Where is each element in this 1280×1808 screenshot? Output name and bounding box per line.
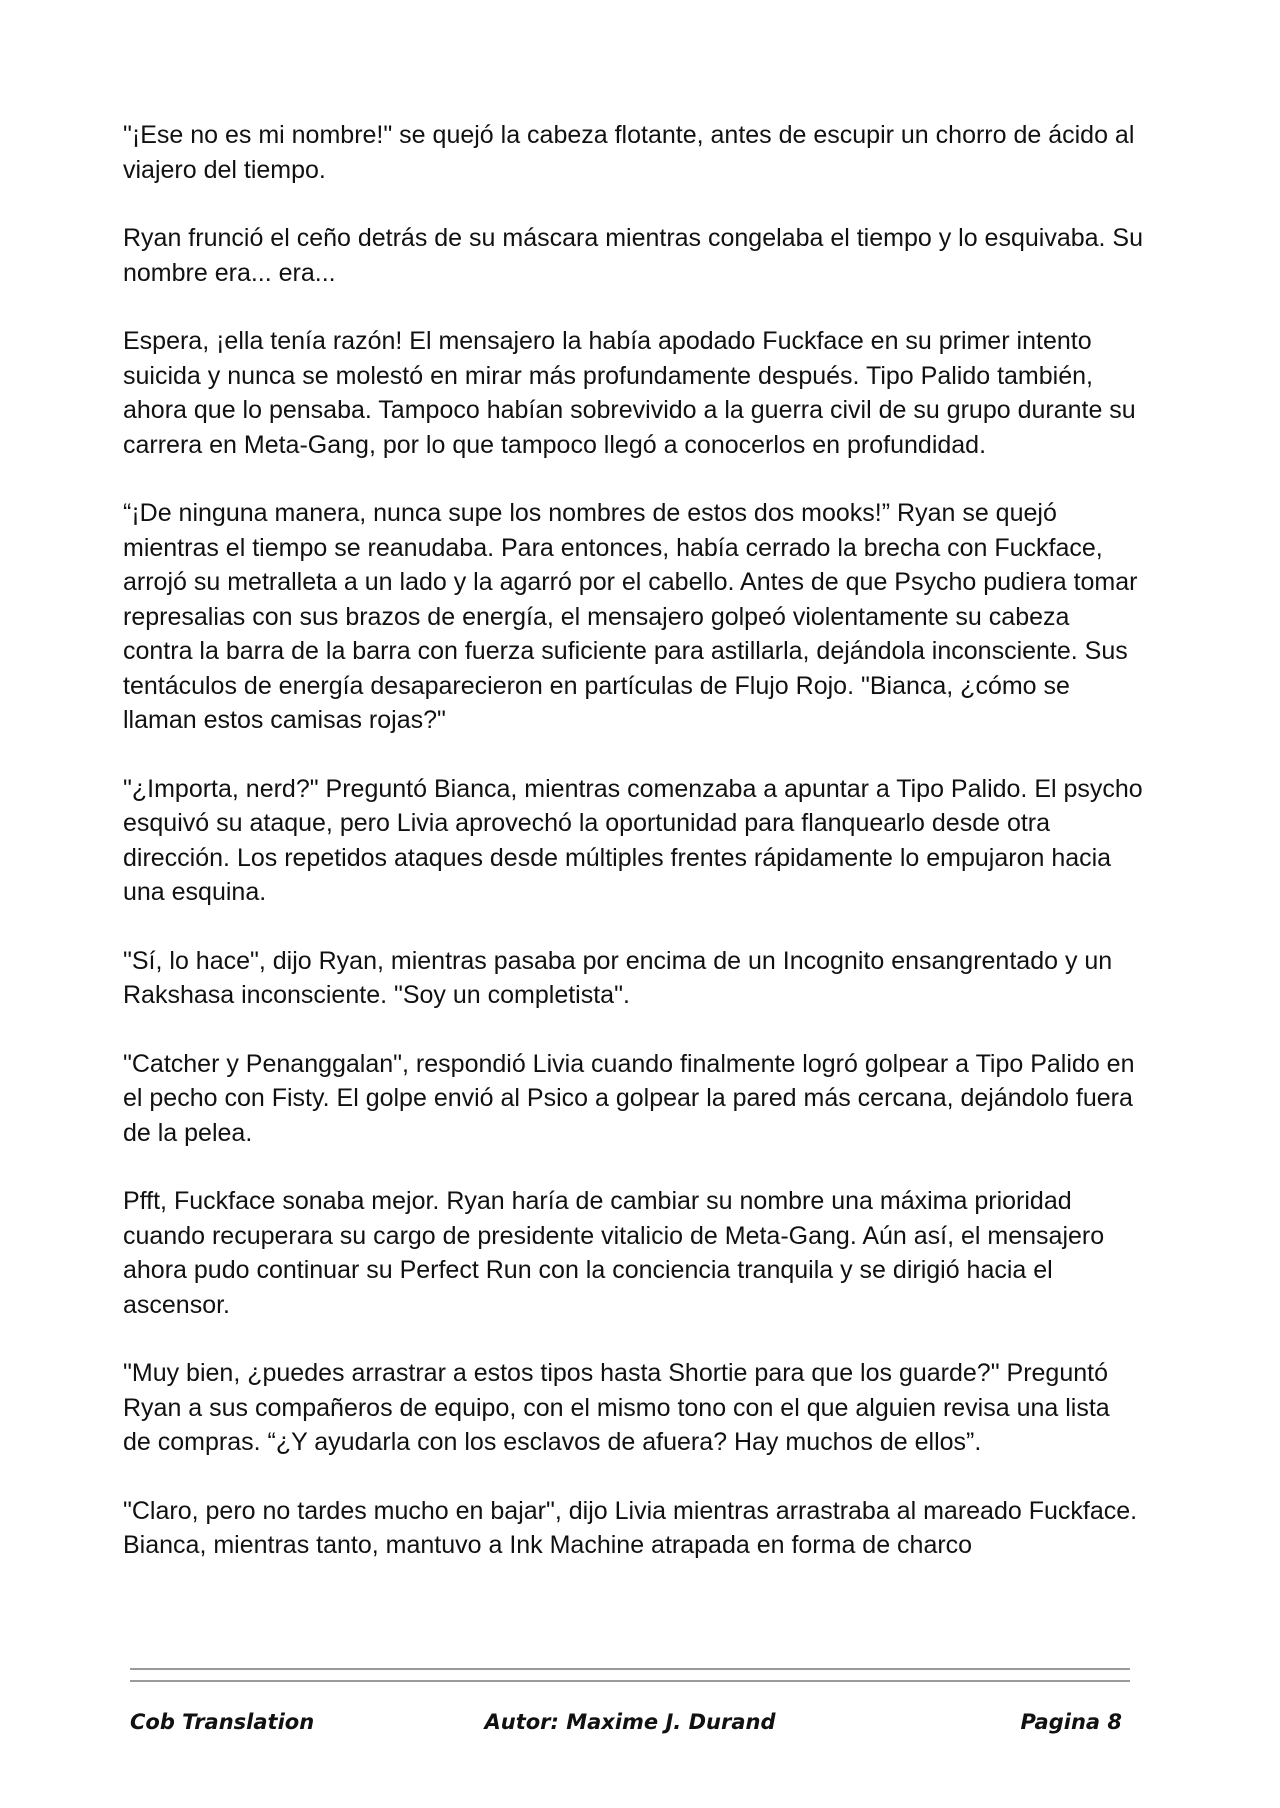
paragraph-7: "Catcher y Penanggalan", respondió Livia cuando finalmente logró golpear a Tipo Palido en el pecho con Fisty. El golpe envió al Psico a golpear la pared más cercana, dejándolo fuera de la pelea. [123,1049,1135,1147]
footer-page-number: Pagina 8 [1020,1710,1122,1734]
footer-translator: Cob Translation [130,1710,315,1734]
paragraph-6: "Sí, lo hace", dijo Ryan, mientras pasaba por encima de un Incognito ensangrentado y un Rakshasa inconsciente. "Soy un completista". [123,946,1113,1009]
paragraph-10: "Claro, pero no tardes mucho en bajar", dijo Livia mientras arrastraba al mareado Fuckface. Bianca, mientras tanto, mantuvo a Ink Machine atrapada en forma de charco [123,1496,1138,1559]
paragraph-3: Espera, ¡ella tenía razón! El mensajero la había apodado Fuckface en su primer intento suicida y nunca se molestó en mirar más profundamente después. Tipo Palido también, ahora que lo pensaba. Tampoco habían sobrevivido a la guerra civil de su grupo durante su carrera en Meta-Gang, por lo que tampoco llegó a conocerlos en profundidad. [123,327,1136,459]
paragraph-9: "Muy bien, ¿puedes arrastrar a estos tipos hasta Shortie para que los guarde?" Preguntó Ryan a sus compañeros de equipo, con el mismo tono con el que alguien revisa una lista de compras. “¿Y ayudarla con los esclavos de afuera? Hay muchos de ellos”. [123,1359,1110,1456]
footer-divider-bottom [130,1680,1130,1682]
paragraph-4: “¡De ninguna manera, nunca supe los nombres de estos dos mooks!” Ryan se quejó mientras el tiempo se reanudaba. Para entonces, había cerrado la brecha con Fuckface, arrojó su metralleta a un lado y la agarró por el cabello. Antes de que Psycho pudiera tomar represalias con sus brazos de energía, el mensajero golpeó violentamente su cabeza contra la barra de la barra con fuerza suficiente para astillarla, dejándola inconsciente. Sus tentáculos de energía desaparecieron en partículas de Flujo Rojo. "Bianca, ¿cómo se llaman estos camisas rojas?" [123,499,1138,734]
paragraph-2: Ryan frunció el ceño detrás de su máscara mientras congelaba el tiempo y lo esquivaba. Su nombre era... era... [123,224,1144,287]
paragraph-1: "¡Ese no es mi nombre!" se quejó la cabeza flotante, antes de escupir un chorro de ácido al viajero del tiempo. [123,121,1135,184]
page-footer [130,1710,1130,1746]
paragraph-8: Pfft, Fuckface sonaba mejor. Ryan haría de cambiar su nombre una máxima prioridad cuando recuperara su cargo de presidente vitalicio de Meta-Gang. Aún así, el mensajero ahora pudo continuar su Perfect Run con la conciencia tranquila y se dirigió hacia el ascensor. [123,1187,1105,1319]
footer-divider-top [130,1668,1130,1670]
footer-author: Autor: Maxime J. Durand [484,1710,776,1734]
page-body [123,118,1143,1597]
paragraph-5: "¿Importa, nerd?" Preguntó Bianca, mientras comenzaba a apuntar a Tipo Palido. El psycho esquivó su ataque, pero Livia aprovechó la oportunidad para flanquearlo desde otra dirección. Los repetidos ataques desde múltiples frentes rápidamente lo empujaron hacia una esquina. [123,774,1143,906]
